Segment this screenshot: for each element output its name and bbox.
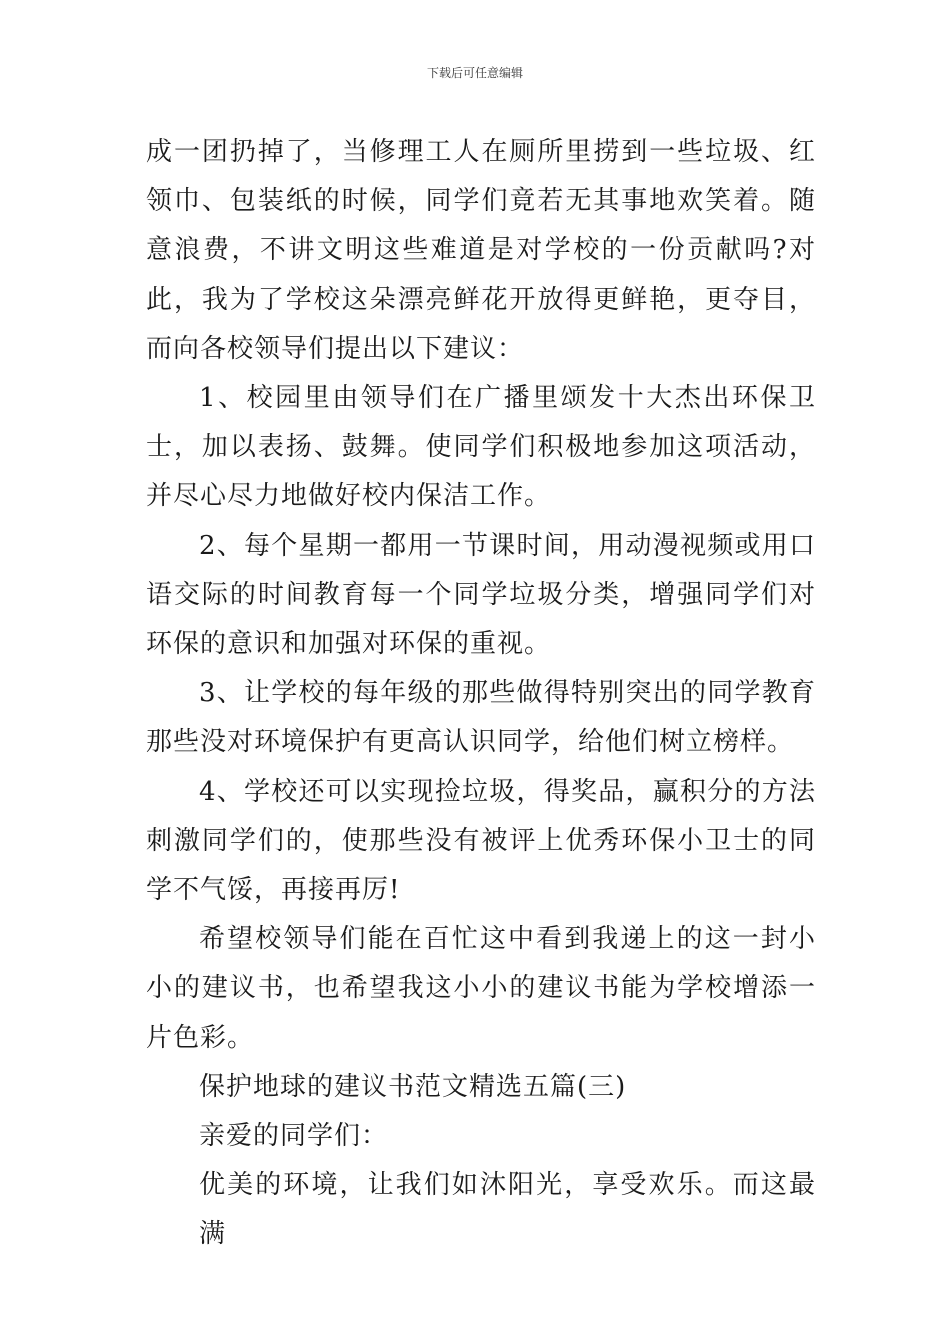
paragraph-continuation: 成一团扔掉了，当修理工人在厕所里捞到一些垃圾、红领巾、包装纸的时候，同学们竟若无其事地欢笑着。随意浪费，不讲文明这些难道是对学校的一份贡献吗?对此，我为了学校这朵漂亮鲜花开放得更鲜艳，更夺目，而向各校领导们提出以下建议：	[146, 137, 816, 364]
suggestion-2: 2、每个星期一都用一节课时间，用动漫视频或用口语交际的时间教育每一个同学垃圾分类，增强同学们对环保的意识和加强对环保的重视。	[146, 530, 816, 660]
document-body	[146, 128, 816, 1260]
page-header: 下载后可任意编辑	[426, 66, 523, 80]
suggestion-4: 4、学校还可以实现捡垃圾，得奖品，赢积分的方法刺激同学们的，使那些没有被评上优秀环保小卫士的同学不气馁，再接再厉!	[146, 776, 816, 906]
suggestion-3: 3、让学校的每年级的那些做得特别突出的同学教育那些没对环境保护有更高认识同学，给他们树立榜样。	[146, 678, 816, 758]
body-paragraph: 优美的环境，让我们如沐阳光，享受欢乐。而这最满	[199, 1170, 816, 1250]
closing-paragraph: 希望校领导们能在百忙这中看到我递上的这一封小小的建议书，也希望我这小小的建议书能为学校增添一片色彩。	[146, 924, 816, 1053]
section-title: 保护地球的建议书范文精选五篇(三)	[199, 1071, 627, 1102]
salutation: 亲爱的同学们：	[199, 1121, 389, 1152]
suggestion-1: 1、校园里由领导们在广播里颂发十大杰出环保卫士，加以表扬、鼓舞。使同学们积极地参加这项活动，并尽心尽力地做好校内保洁工作。	[146, 383, 816, 512]
